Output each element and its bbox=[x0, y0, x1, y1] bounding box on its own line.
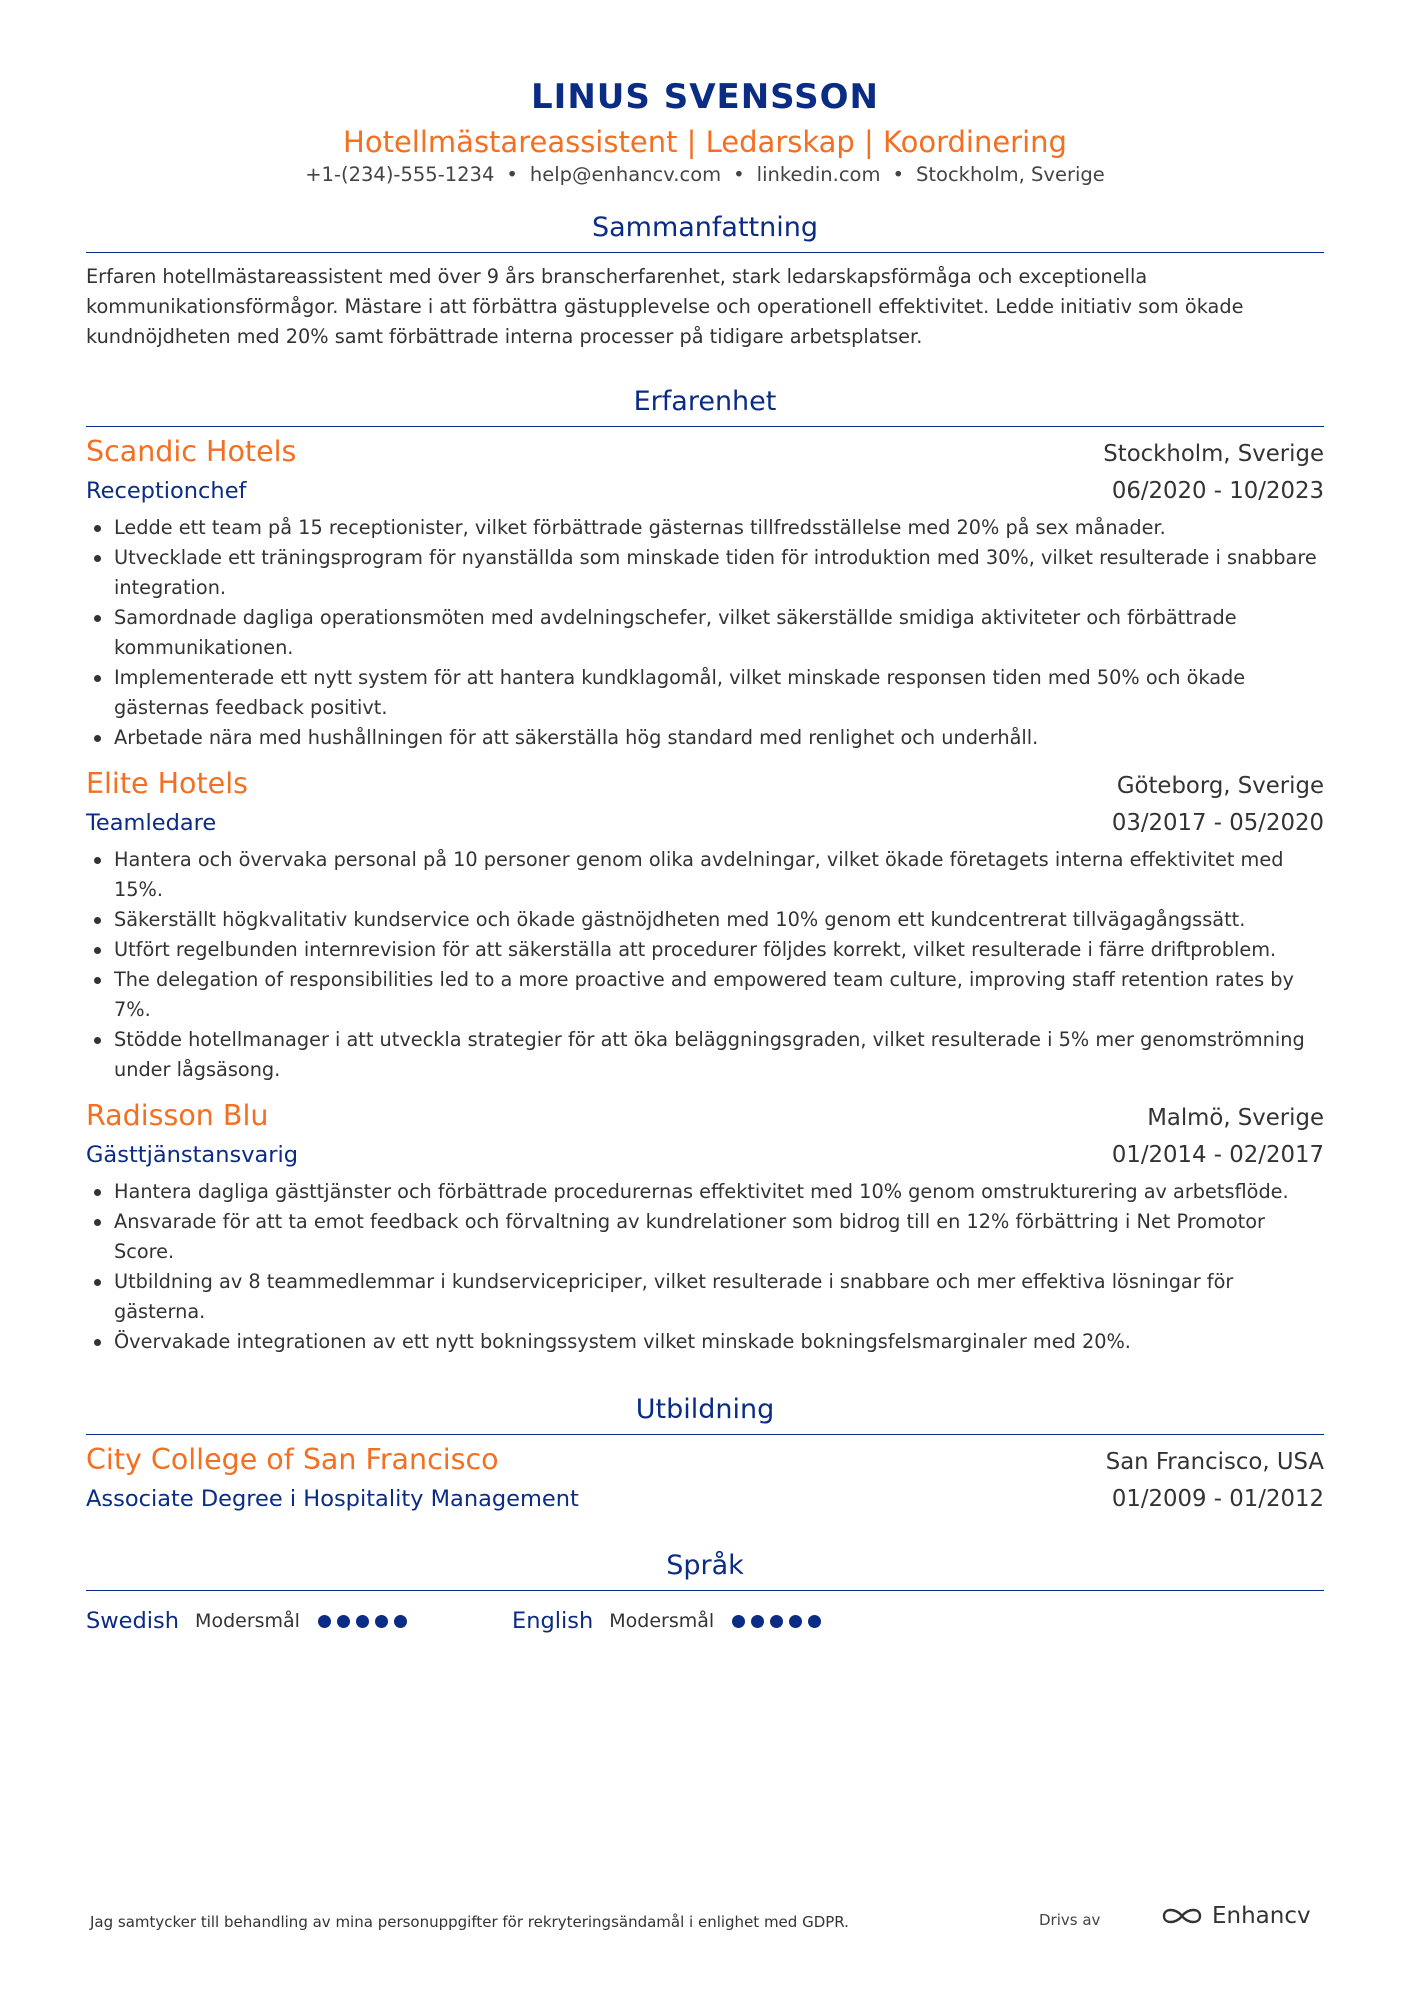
bullet-item bbox=[86, 723, 1324, 753]
proficiency-dots bbox=[732, 1615, 827, 1628]
bullet-text: Säkerställt högkvalitativ kundservice och ökade gästnöjdheten med 10% genom ett kundcentrerat tillvägagångssätt. bbox=[114, 908, 1246, 931]
candidate-name: LINUS SVENSSON bbox=[531, 77, 879, 117]
resume-content bbox=[86, 70, 1324, 1639]
bullet-item bbox=[86, 1177, 1324, 1207]
job-header-row bbox=[86, 1097, 1324, 1137]
bullet-item bbox=[86, 965, 1324, 1025]
bullet-item bbox=[86, 1207, 1324, 1267]
job-location: Malmö, Sverige bbox=[1147, 1105, 1324, 1131]
proficiency-dot-icon bbox=[732, 1615, 745, 1628]
proficiency-dots bbox=[318, 1615, 413, 1628]
language-name: Swedish bbox=[86, 1608, 180, 1634]
summary-text: Erfaren hotellmästareassistent med över 9 års branscherfarenhet, stark ledarskapsförmåga och exceptionella kommunikationsförmågor. Mästare i att förbättra gästupplevelse och operationell effektivitet. Ledde initiativ som ökade kundnöjdheten med 20% samt förbättrade interna processer på tidigare arbetsplatser. bbox=[86, 265, 1244, 348]
proficiency-dot-icon bbox=[808, 1615, 821, 1628]
bullet-item bbox=[86, 513, 1324, 543]
summary-title: Sammanfattning bbox=[86, 209, 1324, 253]
proficiency-dot-icon bbox=[770, 1615, 783, 1628]
brand-name: Enhancv bbox=[1212, 1903, 1311, 1929]
language-item bbox=[86, 1608, 512, 1634]
contact-line bbox=[86, 160, 1324, 190]
bullet-text: Ledde ett team på 15 receptionister, vilket förbättrade gästernas tillfredsställelse med 20% på sex månader. bbox=[114, 516, 1166, 539]
education-header-row bbox=[86, 1441, 1324, 1481]
education-subheader-row bbox=[86, 1481, 1324, 1517]
linkedin-link[interactable]: linkedin.com bbox=[756, 163, 881, 186]
proficiency-dot-icon bbox=[789, 1615, 802, 1628]
bullet-text: Övervakade integrationen av ett nytt bokningssystem vilket minskade bokningsfelsmarginaler med 20%. bbox=[114, 1330, 1131, 1353]
job-dates: 01/2014 - 02/2017 bbox=[1111, 1142, 1324, 1168]
job-entry bbox=[86, 433, 1324, 753]
education-title: Utbildning bbox=[86, 1391, 1324, 1435]
bullet-text: The delegation of responsibilities led to a more proactive and empowered team culture, improving staff retention rates by 7%. bbox=[114, 968, 1294, 1021]
bullet-text: Utvecklade ett träningsprogram för nyanställda som minskade tiden för introduktion med 30%, vilket resulterade i snabbare integration. bbox=[114, 546, 1317, 599]
bullet-dot-icon bbox=[94, 977, 101, 984]
job-dates: 03/2017 - 05/2020 bbox=[1111, 810, 1324, 836]
bullet-dot-icon bbox=[94, 1339, 101, 1346]
gdpr-consent-text: Jag samtycker till behandling av mina personuppgifter för rekryteringsändamål i enlighet med GDPR. bbox=[90, 1913, 849, 1931]
job-role: Gästtjänstansvarig bbox=[86, 1142, 299, 1168]
summary-section bbox=[86, 209, 1324, 352]
proficiency-dot-icon bbox=[337, 1615, 350, 1628]
contact-separator: • bbox=[506, 163, 518, 186]
enhancv-logo-icon bbox=[1160, 1903, 1206, 1929]
bullet-dot-icon bbox=[94, 1219, 101, 1226]
education-entry bbox=[86, 1441, 1324, 1517]
bullet-dot-icon bbox=[94, 615, 101, 622]
bullet-dot-icon bbox=[94, 555, 101, 562]
bullet-dot-icon bbox=[94, 917, 101, 924]
job-role: Receptionchef bbox=[86, 478, 247, 504]
phone-text: +1-(234)-555-1234 bbox=[305, 163, 495, 186]
bullet-dot-icon bbox=[94, 1279, 101, 1286]
bullet-text: Arbetade nära med hushållningen för att säkerställa hög standard med renlighet och underhåll. bbox=[114, 726, 1039, 749]
bullet-item bbox=[86, 663, 1324, 723]
bullet-dot-icon bbox=[94, 1037, 101, 1044]
education-section bbox=[86, 1391, 1324, 1517]
bullet-item bbox=[86, 905, 1324, 935]
bullet-dot-icon bbox=[94, 947, 101, 954]
job-dates: 06/2020 - 10/2023 bbox=[1111, 478, 1324, 504]
job-entry bbox=[86, 765, 1324, 1085]
enhancv-brand-link[interactable] bbox=[1160, 1903, 1311, 1929]
footer bbox=[90, 1903, 1320, 1943]
contact-separator: • bbox=[733, 163, 745, 186]
proficiency-dot-icon bbox=[375, 1615, 388, 1628]
bullet-item bbox=[86, 543, 1324, 603]
proficiency-dot-icon bbox=[318, 1615, 331, 1628]
job-entry bbox=[86, 1097, 1324, 1357]
bullet-text: Samordnade dagliga operationsmöten med avdelningschefer, vilket säkerställde smidiga aktiviteter och förbättrade kommunikationen. bbox=[114, 606, 1237, 659]
education-dates: 01/2009 - 01/2012 bbox=[1111, 1486, 1324, 1512]
languages-title: Språk bbox=[86, 1547, 1324, 1591]
bullet-dot-icon bbox=[94, 735, 101, 742]
bullet-dot-icon bbox=[94, 525, 101, 532]
powered-by-text: Drivs av bbox=[1039, 1911, 1101, 1929]
proficiency-dot-icon bbox=[751, 1615, 764, 1628]
languages-section bbox=[86, 1547, 1324, 1639]
job-location: Göteborg, Sverige bbox=[1116, 773, 1324, 799]
bullet-text: Implementerade ett nytt system för att hantera kundklagomål, vilket minskade responsen tiden med 50% och ökade gästernas feedback positivt. bbox=[114, 666, 1246, 719]
job-company: Radisson Blu bbox=[86, 1099, 269, 1132]
bullet-dot-icon bbox=[94, 675, 101, 682]
language-level: Modersmål bbox=[195, 1610, 300, 1632]
job-subheader-row bbox=[86, 1137, 1324, 1173]
bullet-dot-icon bbox=[94, 1189, 101, 1196]
job-subheader-row bbox=[86, 805, 1324, 841]
location-text: Stockholm, Sverige bbox=[915, 163, 1105, 186]
job-subheader-row bbox=[86, 473, 1324, 509]
candidate-headline: Hotellmästareassistent | Ledarskap | Koordinering bbox=[343, 125, 1067, 159]
job-role: Teamledare bbox=[86, 810, 217, 836]
bullet-text: Utbildning av 8 teammedlemmar i kundservicepriciper, vilket resulterade i snabbare och mer effektiva lösningar för gästerna. bbox=[114, 1270, 1234, 1323]
bullet-text: Utfört regelbunden internrevision för att säkerställa att procedurer följdes korrekt, vilket resulterade i färre driftproblem. bbox=[114, 938, 1277, 961]
bullet-item bbox=[86, 1267, 1324, 1327]
job-bullets bbox=[86, 845, 1324, 1085]
email-link[interactable]: help@enhancv.com bbox=[529, 163, 722, 186]
bullet-item bbox=[86, 1327, 1324, 1357]
job-bullets bbox=[86, 513, 1324, 753]
school-name: City College of San Francisco bbox=[86, 1443, 499, 1476]
degree-name: Associate Degree i Hospitality Management bbox=[86, 1486, 579, 1512]
experience-title: Erfarenhet bbox=[86, 383, 1324, 427]
job-company: Scandic Hotels bbox=[86, 435, 297, 468]
job-company: Elite Hotels bbox=[86, 767, 248, 800]
bullet-item bbox=[86, 1025, 1324, 1085]
bullet-item bbox=[86, 603, 1324, 663]
bullet-item bbox=[86, 845, 1324, 905]
bullet-item bbox=[86, 935, 1324, 965]
language-item bbox=[512, 1608, 938, 1634]
bullet-dot-icon bbox=[94, 857, 101, 864]
job-bullets bbox=[86, 1177, 1324, 1357]
contact-separator: • bbox=[892, 163, 904, 186]
proficiency-dot-icon bbox=[394, 1615, 407, 1628]
bullet-text: Hantera och övervaka personal på 10 personer genom olika avdelningar, vilket ökade företagets interna effektivitet med 15%. bbox=[114, 848, 1284, 901]
bullet-text: Hantera dagliga gästtjänster och förbättrade procedurernas effektivitet med 10% genom omstrukturering av arbetsflöde. bbox=[114, 1180, 1289, 1203]
job-location: Stockholm, Sverige bbox=[1103, 441, 1324, 467]
bullet-text: Stödde hotellmanager i att utveckla strategier för att öka beläggningsgraden, vilket resulterade i 5% mer genomströmning under lågsäsong. bbox=[114, 1028, 1305, 1081]
experience-section bbox=[86, 383, 1324, 1357]
language-level: Modersmål bbox=[609, 1610, 715, 1632]
job-header-row bbox=[86, 765, 1324, 805]
language-name: English bbox=[512, 1608, 594, 1634]
proficiency-dot-icon bbox=[356, 1615, 369, 1628]
bullet-text: Ansvarade för att ta emot feedback och förvaltning av kundrelationer som bidrog till en 12% förbättring i Net Promotor Score. bbox=[114, 1210, 1265, 1263]
languages-row bbox=[86, 1603, 1324, 1639]
school-location: San Francisco, USA bbox=[1105, 1449, 1324, 1475]
job-header-row bbox=[86, 433, 1324, 473]
